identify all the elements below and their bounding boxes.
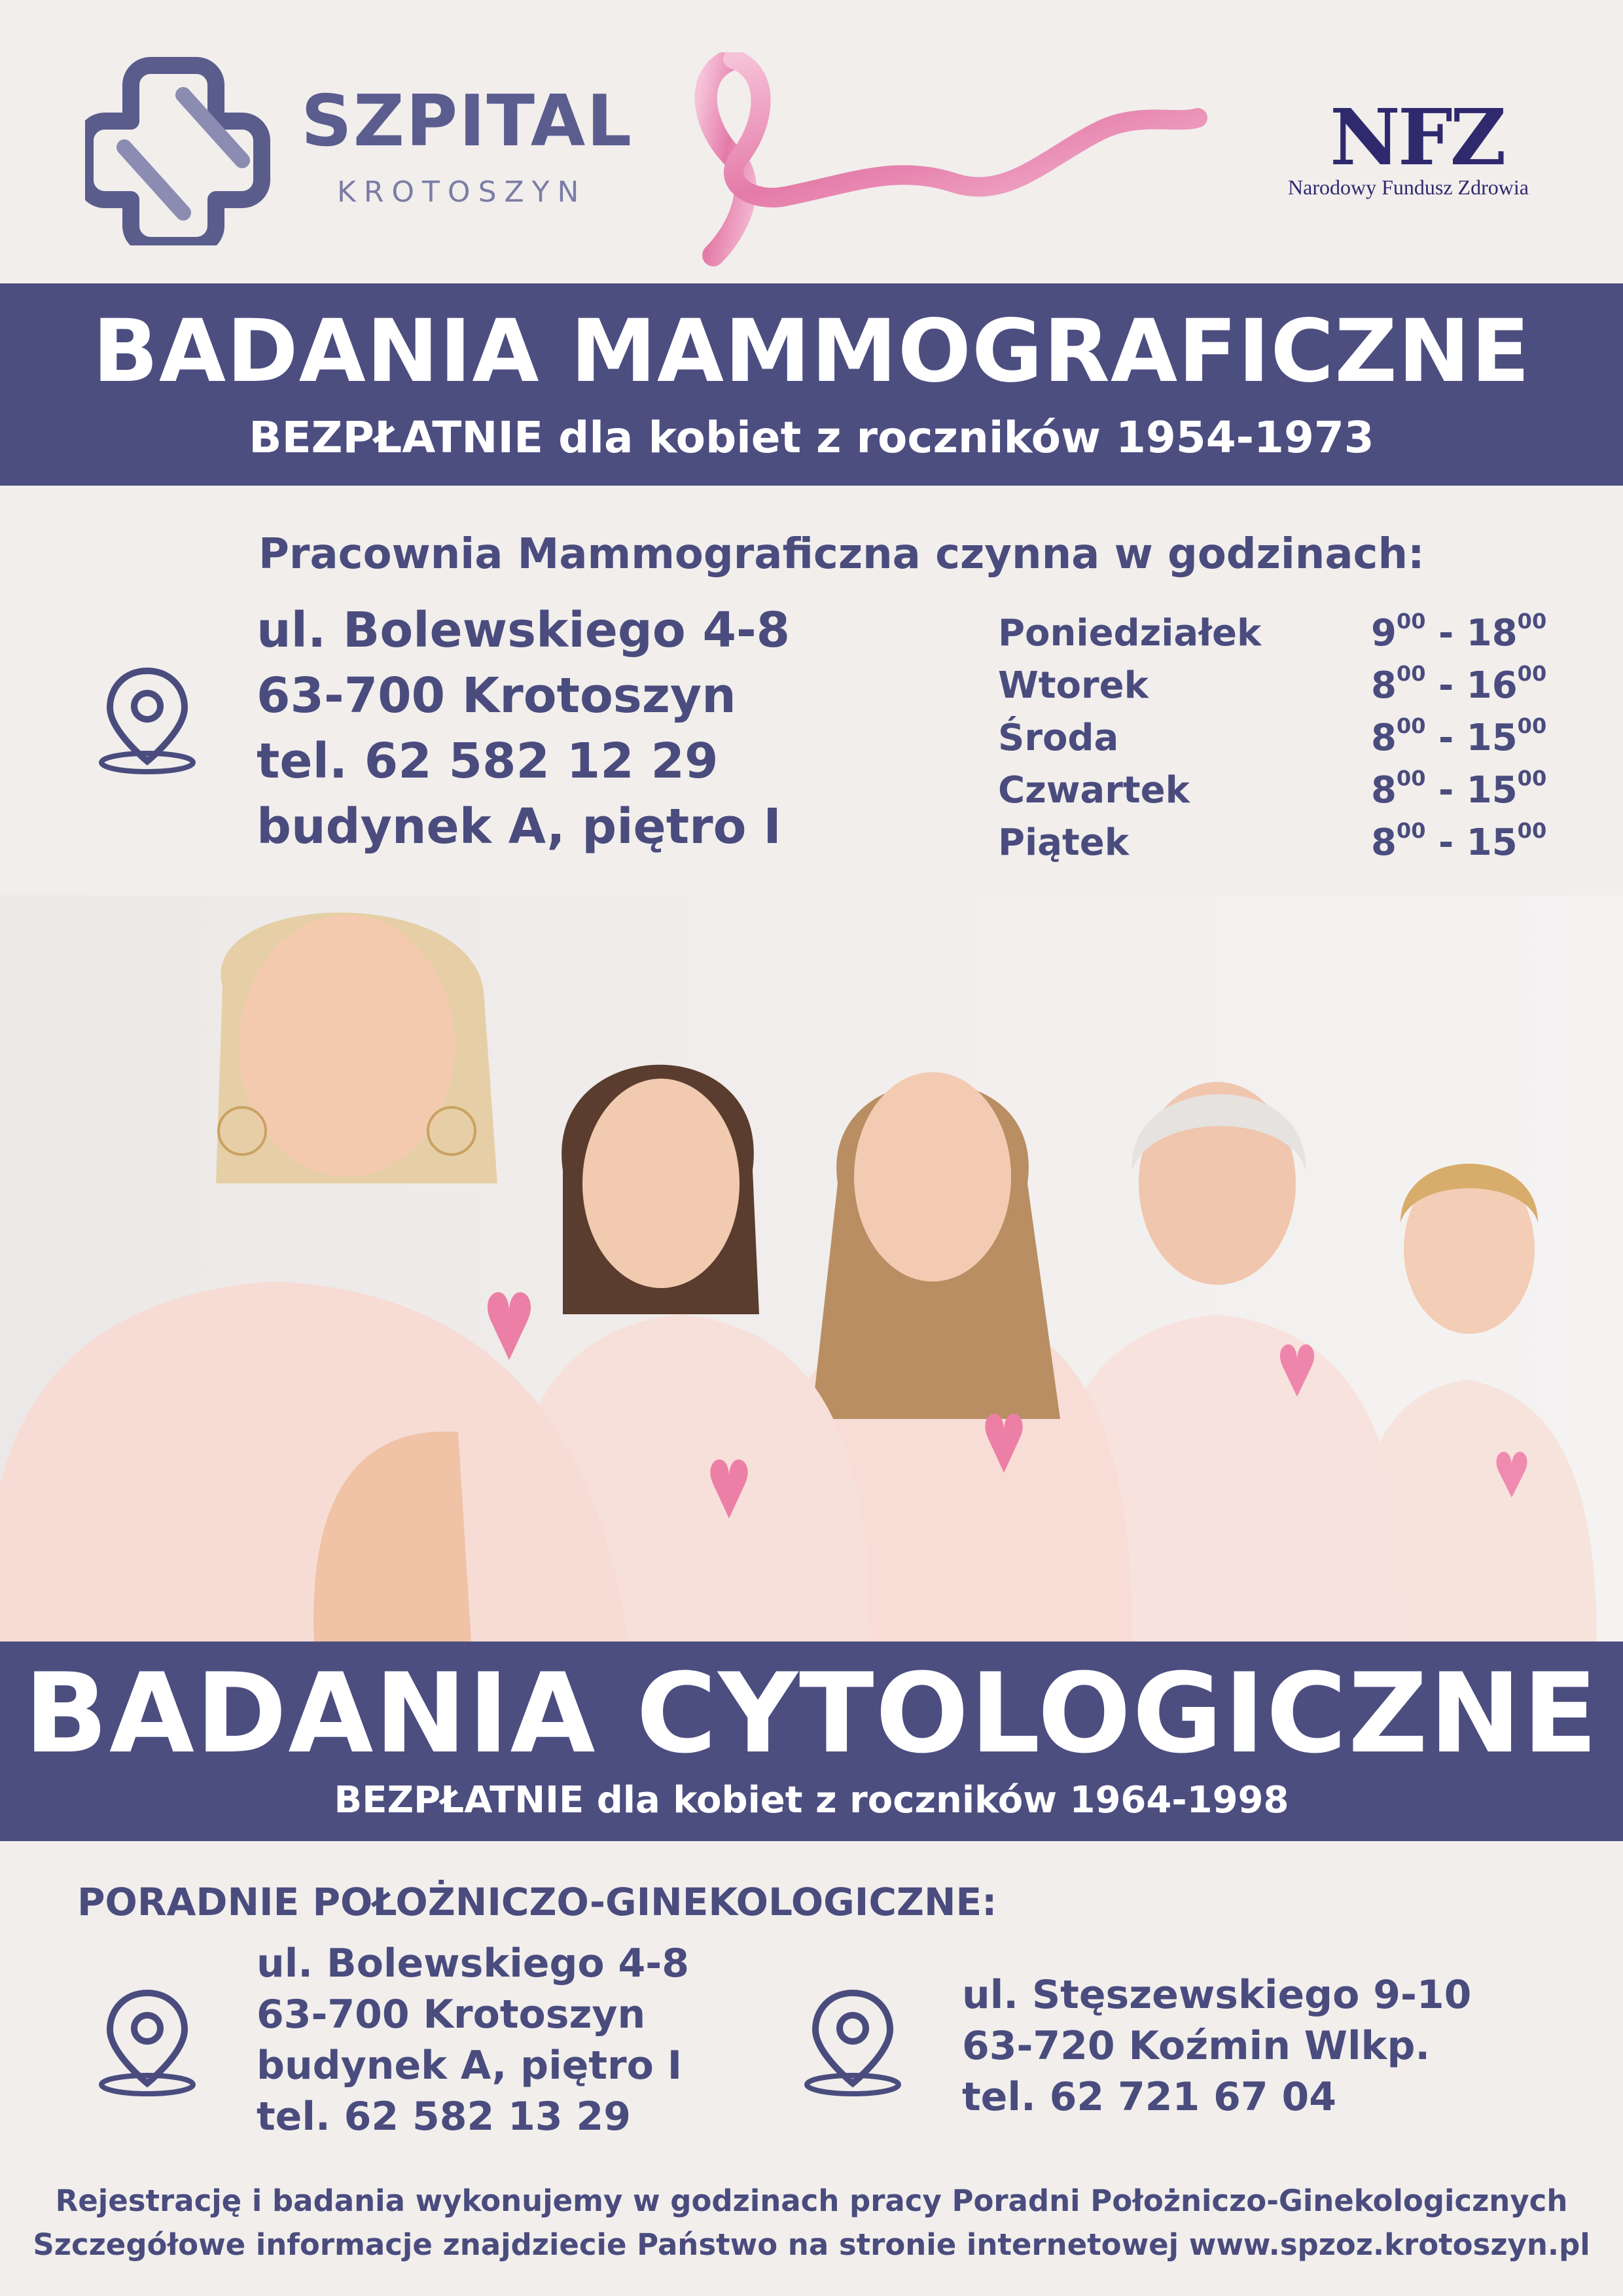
hospital-logo	[85, 56, 648, 245]
schedule-hours: $8^{00} - 16^{00}$	[1371, 661, 1547, 707]
schedule-row	[998, 661, 1547, 717]
schedule-hours: $8^{00} - 15^{00}$	[1371, 818, 1547, 864]
schedule-day: Poniedziałek	[998, 612, 1262, 655]
location-pin-icon	[802, 1986, 903, 2098]
schedule-hours: $8^{00} - 15^{00}$	[1371, 713, 1547, 759]
schedule-row	[998, 818, 1547, 874]
schedule-row	[998, 609, 1547, 664]
schedule-day: Wtorek	[998, 664, 1149, 707]
phone-line: tel. 62 721 67 04	[962, 2074, 1337, 2120]
logo-city: KROTOSZYN	[337, 175, 587, 209]
footer-website-note: Szczegółowe informacje znajdziecie Państwo na stronie internetowej www.spzoz.krotoszyn.pl	[33, 2227, 1590, 2262]
address-line: budynek A, piętro I	[257, 2043, 683, 2089]
clinics-heading: PORADNIE POŁOŻNICZO-GINEKOLOGICZNE:	[77, 1880, 997, 1924]
phone-line: tel. 62 582 12 29	[257, 733, 719, 789]
logo-name: SZPITAL	[301, 81, 633, 162]
schedule-day: Czwartek	[998, 769, 1190, 812]
mammography-subtitle: BEZPŁATNIE dla kobiet z roczników 1954-1973	[249, 412, 1374, 463]
address-line: 63-700 Krotoszyn	[257, 1992, 646, 2037]
schedule-hours: $9^{00} - 18^{00}$	[1371, 609, 1547, 655]
location-pin-icon	[97, 1986, 198, 2098]
cytology-subtitle: BEZPŁATNIE dla kobiet z roczników 1964-1998	[334, 1779, 1289, 1821]
schedule-row	[998, 713, 1547, 769]
footer-registration-note: Rejestrację i badania wykonujemy w godzinach pracy Poradni Położniczo-Ginekologicznych	[55, 2183, 1568, 2218]
nfz-logo	[1283, 92, 1558, 209]
schedule-hours: $8^{00} - 15^{00}$	[1371, 766, 1547, 812]
address-line: ul. Bolewskiego 4-8	[257, 602, 791, 658]
address-line: budynek A, piętro I	[257, 798, 781, 855]
address-line: 63-720 Koźmin Wlkp.	[962, 2023, 1431, 2069]
phone-line: tel. 62 582 13 29	[257, 2094, 632, 2140]
hours-heading: Pracownia Mammograficzna czynna w godzinach:	[259, 530, 1425, 579]
address-line: ul. Stęszewskiego 9-10	[962, 1972, 1472, 2018]
schedule-day: Środa	[998, 717, 1119, 759]
schedule-day: Piątek	[998, 821, 1130, 864]
cytology-title: BADANIA CYTOLOGICZNE	[24, 1649, 1599, 1778]
nfz-abbr: NFZ	[1330, 92, 1504, 183]
schedule-row	[998, 766, 1547, 821]
mammography-title: BADANIA MAMMOGRAFICZNE	[92, 301, 1531, 402]
address-line: ul. Bolewskiego 4-8	[257, 1941, 689, 1986]
location-pin-icon	[97, 664, 198, 776]
women-photo	[0, 895, 1623, 1641]
pink-ribbon-icon	[681, 52, 1217, 268]
cross-logo-icon	[85, 56, 275, 245]
nfz-full: Narodowy Fundusz Zdrowia	[1288, 175, 1529, 199]
address-line: 63-700 Krotoszyn	[257, 668, 736, 724]
